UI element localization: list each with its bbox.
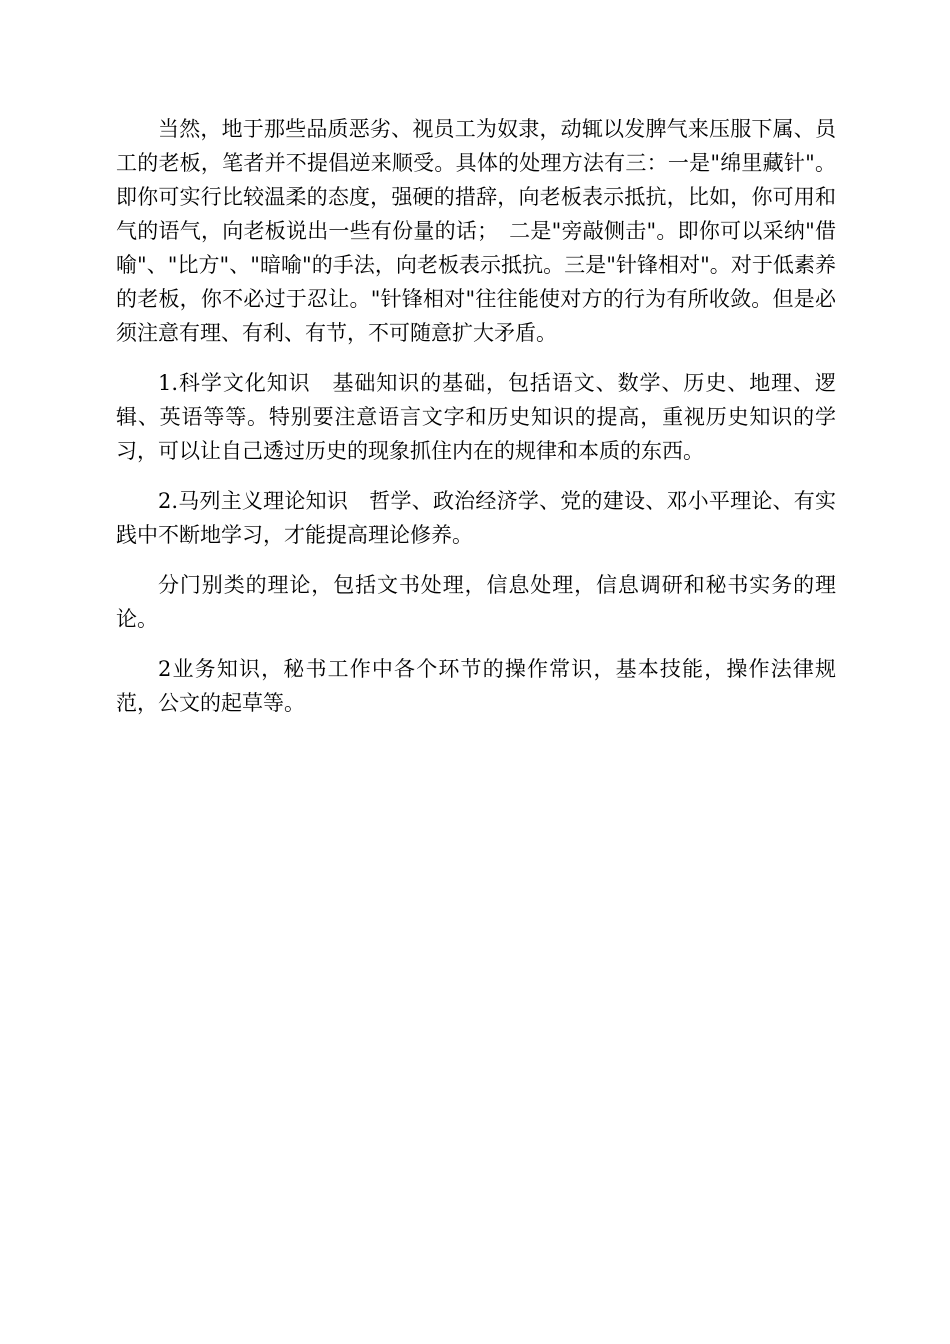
paragraph-classified-theory: 分门别类的理论，包括文书处理，信息处理，信息调研和秘书实务的理论。 [116,573,836,631]
paragraph-business-knowledge: 2业务知识，秘书工作中各个环节的操作常识，基本技能，操作法律规范，公文的起草等。 [116,657,836,715]
paragraph-boss-handling: 当然，地于那些品质恶劣、视员工为奴隶，动辄以发脾气来压服下属、员工的老板，笔者并不提倡逆来顺受。具体的处理方法有三：一是"绵里藏针"。即你可实行比较温柔的态度，强硬的措辞，向老板表示抵抗，比如，你可用和气的语气，向老板说出一些有份量的话； 二是"旁敲侧击"。即你可以采纳"借喻"、"比方"、"暗喻"的手法，向老板表示抵抗。三是"针锋相对"。对于低素养的老板，你不必过于忍让。"针锋相对"往往能使对方的行为有所收敛。但是必须注意有理、有利、有节，不可随意扩大矛盾。 [116,117,836,345]
document-body [116,112,836,736]
paragraph-marxist-theory-knowledge: 2.马列主义理论知识 哲学、政治经济学、党的建设、邓小平理论、有实践中不断地学习，才能提高理论修养。 [116,489,836,547]
paragraph-science-culture-knowledge: 1.科学文化知识 基础知识的基础，包括语文、数学、历史、地理、逻辑、英语等等。特别要注意语言文字和历史知识的提高，重视历史知识的学习，可以让自己透过历史的现象抓住内在的规律和本质的东西。 [116,371,836,463]
